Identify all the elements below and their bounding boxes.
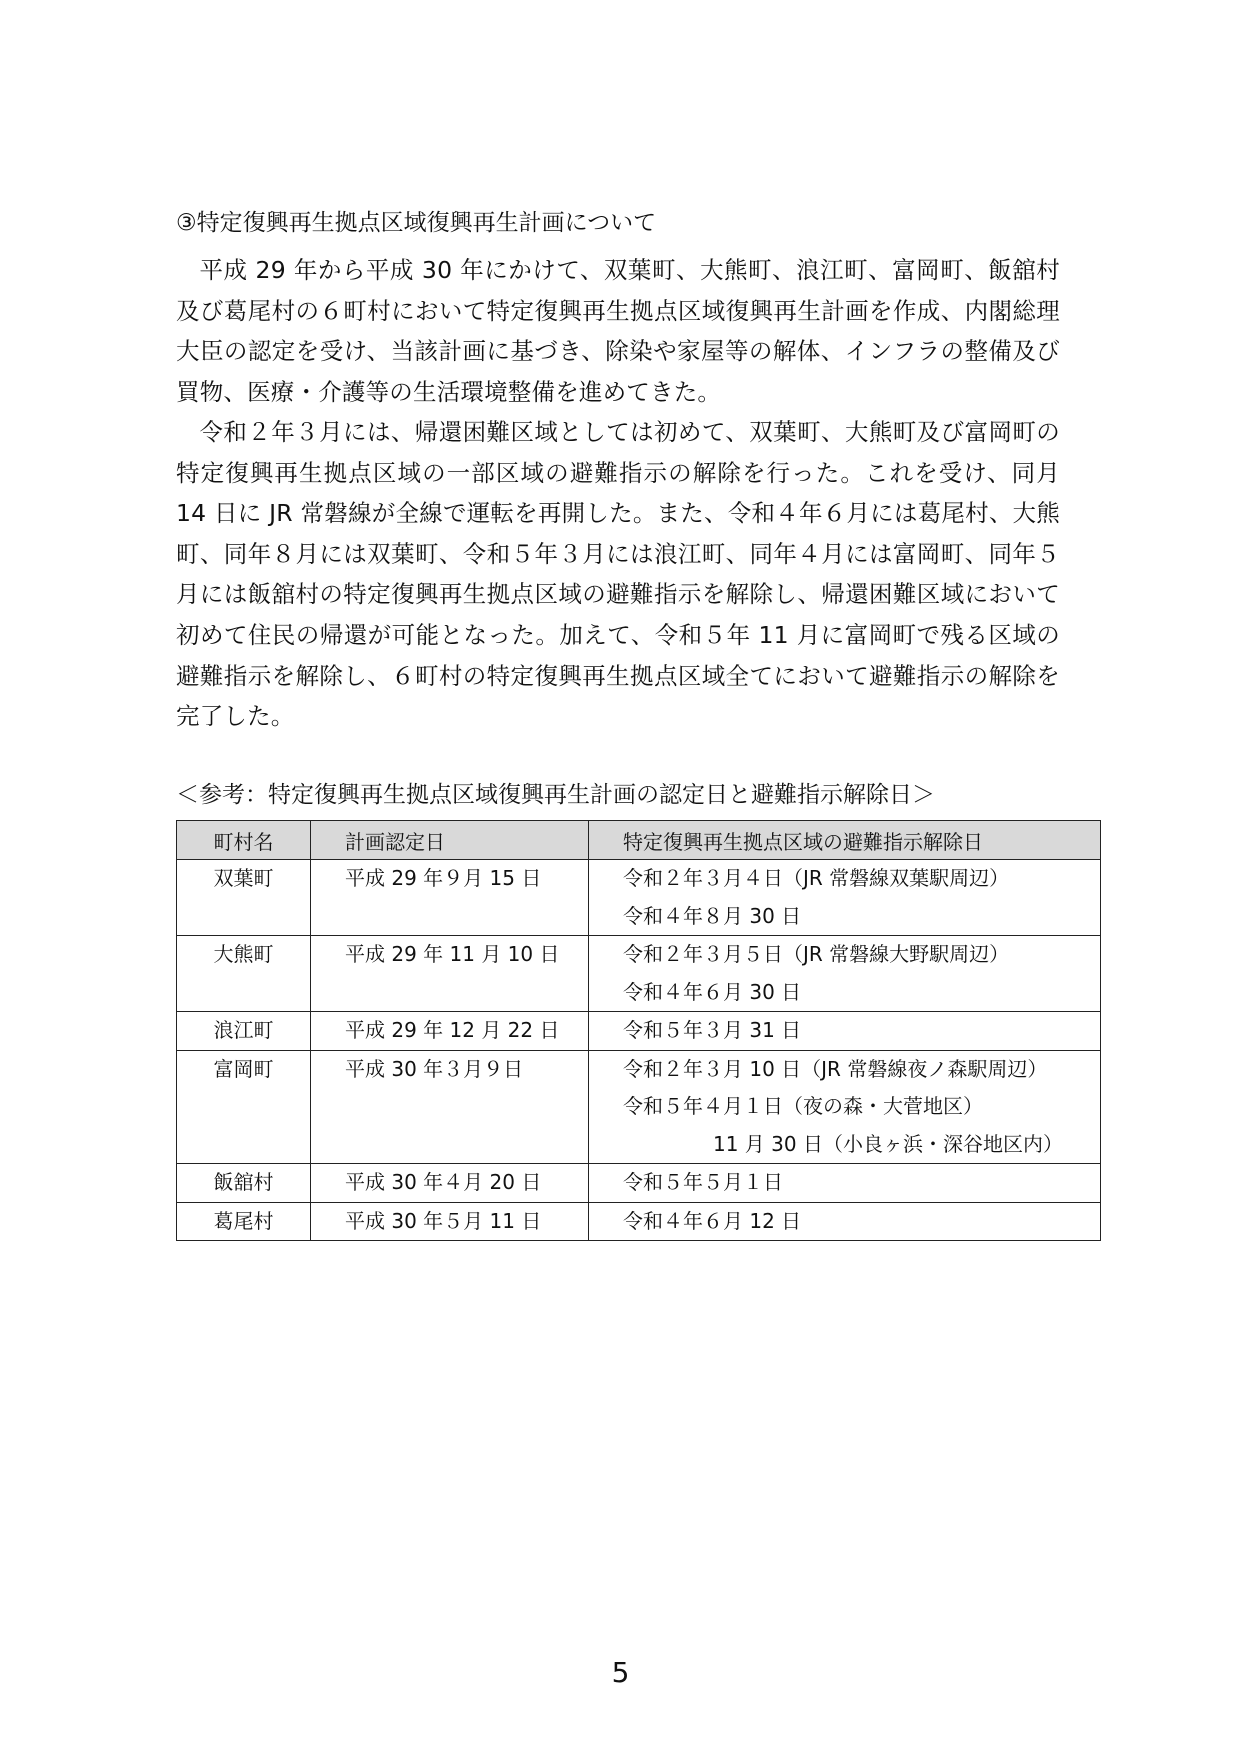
- lifted-date: 令和５年４月１日（夜の森・大菅地区）: [623, 1094, 983, 1118]
- section-heading: ③特定復興再生拠点区域復興再生計画について: [176, 210, 657, 236]
- header-town: 町村名: [177, 821, 311, 860]
- lifted-date: 令和４年６月 30 日: [623, 979, 802, 1004]
- paragraph-evacuation-lifting: 令和２年３月には、帰還困難区域としては初めて、双葉町、大熊町及び富岡町の特定復興再生拠点区域の一部区域の避難指示の解除を行った。これを受け、同月 14 日に JR 常磐線が全線で運転を再開した。また、令和４年６月には葛尾村、大熊町、同年８月には双葉町、令和５年３月には浪江町、同年４月には富岡町、同年５月には飯舘村の特定復興再生拠点区域の避難指示を解除し、帰還困難区域において初めて住民の帰還が可能となった。加えて、令和５年 11 月に富岡町で残る区域の避難指示を解除し、６町村の特定復興再生拠点区域全てにおいて避難指示の解除を完了した。: [176, 418, 1060, 731]
- table-row: [177, 1012, 1101, 1051]
- town-name: 大熊町: [213, 942, 274, 966]
- header-lifted-date: 特定復興再生拠点区域の避難指示解除日: [589, 821, 1101, 860]
- lifted-date: 令和４年８月 30 日: [623, 903, 802, 928]
- town-name: 富岡町: [213, 1056, 274, 1081]
- table-caption: ＜参考：特定復興再生拠点区域復興再生計画の認定日と避難指示解除日＞: [176, 782, 935, 808]
- lifted-date: 令和５年５月１日: [623, 1170, 783, 1194]
- town-name: 飯舘村: [213, 1170, 274, 1194]
- table-row: [177, 1164, 1101, 1203]
- lifted-date: 令和４年６月 12 日: [623, 1208, 802, 1233]
- certified-date: 平成 29 年 12 月 22 日: [345, 1018, 560, 1042]
- table-row: [177, 936, 1101, 1012]
- lifted-date: 令和５年３月 31 日: [623, 1018, 802, 1042]
- table-row: [177, 1050, 1101, 1164]
- town-name: 双葉町: [213, 866, 274, 890]
- town-name: 葛尾村: [213, 1208, 274, 1233]
- lifted-date: 令和２年３月５日（JR 常磐線大野駅周辺）: [623, 942, 1010, 966]
- lifted-date: 11 月 30 日（小良ヶ浜・深谷地区内）: [713, 1131, 1063, 1156]
- certified-date: 平成 30 年５月 11 日: [345, 1208, 542, 1233]
- table-header-row: [177, 821, 1101, 860]
- town-name: 浪江町: [213, 1018, 274, 1042]
- header-certified-date: 計画認定日: [311, 821, 589, 860]
- page-number: 5: [611, 1656, 630, 1689]
- paragraph-plan-creation: 平成 29 年から平成 30 年にかけて、双葉町、大熊町、浪江町、富岡町、飯舘村及び葛尾村の６町村において特定復興再生拠点区域復興再生計画を作成、内閣総理大臣の認定を受け、当該計画に基づき、除染や家屋等の解体、インフラの整備及び買物、医療・介護等の生活環境整備を進めてきた。: [176, 256, 1060, 406]
- certified-date: 平成 30 年３月９日: [345, 1056, 524, 1081]
- lifted-date: 令和２年３月４日（JR 常磐線双葉駅周辺）: [623, 866, 1010, 890]
- certified-date: 平成 29 年９月 15 日: [345, 866, 542, 890]
- reference-table: [176, 820, 1101, 1241]
- table-row: [177, 1202, 1101, 1241]
- lifted-date: 令和２年３月 10 日（JR 常磐線夜ノ森駅周辺）: [623, 1056, 1048, 1081]
- certified-date: 平成 30 年４月 20 日: [345, 1170, 542, 1194]
- table-row: [177, 860, 1101, 936]
- certified-date: 平成 29 年 11 月 10 日: [345, 942, 560, 966]
